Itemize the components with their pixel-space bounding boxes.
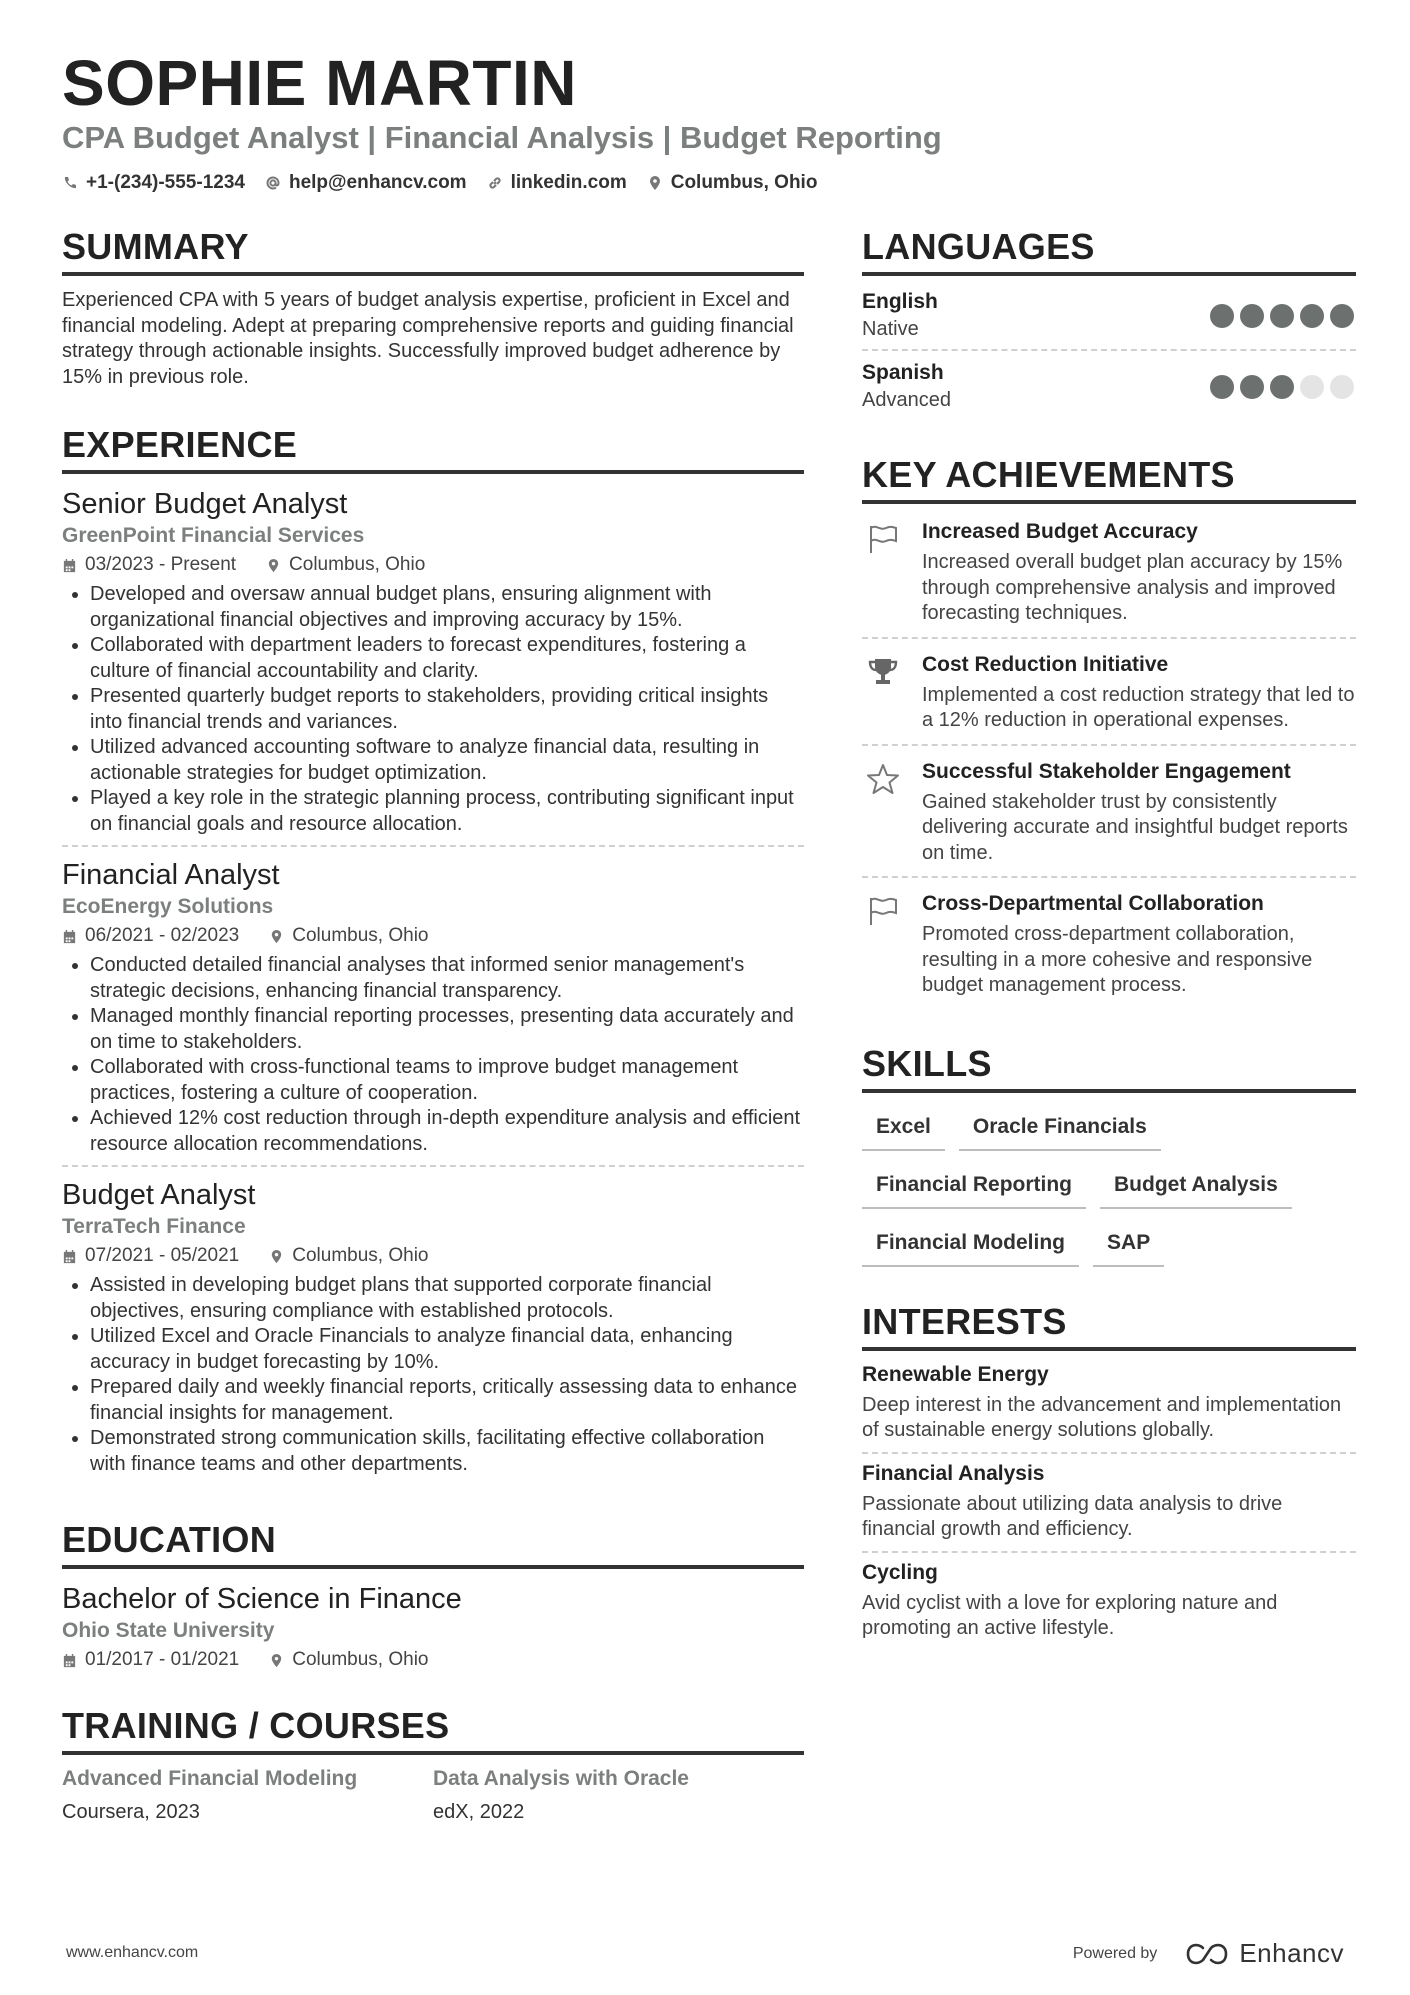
course-item xyxy=(433,1767,804,1824)
course-item xyxy=(62,1767,433,1824)
achievement-title: Successful Stakeholder Engagement xyxy=(922,759,1291,783)
job-bullet: Prepared daily and weekly financial reports, critically assessing data to enhance financial insights for management. xyxy=(62,1375,804,1426)
job-role: Budget Analyst xyxy=(62,1179,256,1211)
phone-icon xyxy=(62,175,78,191)
skill-tag: SAP xyxy=(1093,1225,1164,1267)
achievement-item xyxy=(862,516,1356,639)
language-item xyxy=(862,288,1356,351)
skills-list xyxy=(862,1105,1356,1267)
brand-logo[interactable] xyxy=(1183,1938,1344,1969)
contact-email-text: help@enhancv.com xyxy=(288,172,467,193)
language-rating xyxy=(1210,304,1354,328)
education-location-text: Columbus, Ohio xyxy=(292,1649,429,1670)
achievement-desc: Increased overall budget plan accuracy by 15% through comprehensive analysis and improved forecasting techniques. xyxy=(922,551,1343,624)
rating-dot-filled xyxy=(1210,304,1234,328)
language-level: Advanced xyxy=(862,389,951,411)
job-bullet: Played a key role in the strategic planning process, contributing significant input on financial goals and resource allocation. xyxy=(62,786,804,837)
job-location-text: Columbus, Ohio xyxy=(289,554,426,575)
education-heading: EDUCATION xyxy=(62,1519,804,1569)
job-meta xyxy=(62,1245,804,1267)
location-icon xyxy=(647,175,663,191)
job-entry xyxy=(62,857,804,1167)
location-icon xyxy=(269,929,284,944)
job-company: GreenPoint Financial Services xyxy=(62,524,365,547)
summary-text: Experienced CPA with 5 years of budget analysis expertise, proficient in Excel and financial modeling. Adept at preparing comprehensive reports and guiding financial strategy through actionable insights. Successfully improved budget adherence by 15% in previous role. xyxy=(62,289,794,388)
languages-section xyxy=(862,226,1356,420)
training-section xyxy=(62,1705,804,1824)
rating-dot-filled xyxy=(1210,375,1234,399)
education-dates-text: 01/2017 - 01/2021 xyxy=(85,1649,240,1670)
job-bullet: Demonstrated strong communication skills, facilitating effective collaboration with finance teams and other departments. xyxy=(62,1426,804,1477)
skills-heading: SKILLS xyxy=(862,1043,1356,1093)
language-name: Spanish xyxy=(862,361,944,384)
job-bullet: Assisted in developing budget plans that supported corporate financial objectives, ensuring compliance with established protocols. xyxy=(62,1273,804,1324)
job-bullet: Collaborated with cross-functional teams to improve budget management practices, fostering a culture of cooperation. xyxy=(62,1055,804,1106)
job-location xyxy=(269,925,428,947)
job-role: Senior Budget Analyst xyxy=(62,488,348,520)
star-icon xyxy=(866,762,900,796)
skill-tag: Oracle Financials xyxy=(959,1109,1161,1151)
achievement-item xyxy=(862,649,1356,746)
job-company: EcoEnergy Solutions xyxy=(62,895,274,918)
job-meta xyxy=(62,554,804,576)
contact-location xyxy=(647,172,818,194)
course-provider: edX, 2022 xyxy=(433,1801,525,1823)
achievements-section xyxy=(862,454,1356,1009)
job-location xyxy=(269,1245,428,1267)
contact-location-text: Columbus, Ohio xyxy=(670,172,818,193)
interest-item xyxy=(862,1561,1356,1650)
candidate-title: CPA Budget Analyst | Financial Analysis | Budget Reporting xyxy=(62,120,942,155)
course-provider: Coursera, 2023 xyxy=(62,1801,200,1823)
job-dates xyxy=(62,1245,239,1267)
interest-title: Financial Analysis xyxy=(862,1461,1045,1485)
calendar-icon xyxy=(62,1653,77,1668)
location-icon xyxy=(269,1249,284,1264)
trophy-icon xyxy=(866,655,900,689)
education-degree: Bachelor of Science in Finance xyxy=(62,1583,462,1615)
job-bullet: Achieved 12% cost reduction through in-depth expenditure analysis and efficient resource allocation recommendations. xyxy=(62,1106,804,1157)
calendar-icon xyxy=(62,558,77,573)
link-icon xyxy=(487,175,503,191)
contact-bar xyxy=(62,172,817,194)
achievement-title: Increased Budget Accuracy xyxy=(922,520,1198,543)
achievement-title: Cross-Departmental Collaboration xyxy=(922,892,1264,915)
achievement-desc: Gained stakeholder trust by consistently delivering accurate and insightful budget reports on time. xyxy=(922,790,1348,864)
rating-dot-filled xyxy=(1240,304,1264,328)
candidate-name: SOPHIE MARTIN xyxy=(62,47,577,119)
rating-dot-empty xyxy=(1300,375,1324,399)
brand-name: Enhancv xyxy=(1239,1938,1344,1968)
interest-desc: Avid cyclist with a love for exploring nature and promoting an active lifestyle. xyxy=(862,1591,1278,1639)
contact-phone-text: +1-(234)-555-1234 xyxy=(86,172,245,193)
language-name: English xyxy=(862,290,938,313)
job-bullets xyxy=(62,953,804,1157)
rating-dot-filled xyxy=(1270,375,1294,399)
job-dates xyxy=(62,554,236,576)
job-bullet: Utilized Excel and Oracle Financials to analyze financial data, enhancing accuracy in budget forecasting by 10%. xyxy=(62,1324,804,1375)
calendar-icon xyxy=(62,1249,77,1264)
education-section xyxy=(62,1519,804,1671)
job-dates xyxy=(62,925,239,947)
enhancv-logo-icon xyxy=(1183,1940,1231,1968)
skill-tag: Budget Analysis xyxy=(1100,1167,1292,1209)
interest-desc: Deep interest in the advancement and implementation of sustainable energy solutions globally. xyxy=(862,1393,1342,1441)
location-icon xyxy=(269,1653,284,1668)
flag-icon xyxy=(866,894,900,928)
job-bullet: Collaborated with department leaders to forecast expenditures, fostering a culture of financial accountability and clarity. xyxy=(62,633,804,684)
achievement-item xyxy=(862,756,1356,879)
languages-heading: LANGUAGES xyxy=(862,226,1356,276)
skills-section xyxy=(862,1043,1356,1267)
summary-section xyxy=(62,226,804,390)
contact-linkedin-text: linkedin.com xyxy=(510,172,627,193)
rating-dot-filled xyxy=(1330,304,1354,328)
job-bullet: Developed and oversaw annual budget plans, ensuring alignment with organizational financial objectives and improving accuracy by 15%. xyxy=(62,582,804,633)
interest-title: Renewable Energy xyxy=(862,1362,1049,1386)
education-meta xyxy=(62,1649,804,1671)
job-bullet: Conducted detailed financial analyses that informed senior management's strategic decisions, enhancing financial transparency. xyxy=(62,953,804,1004)
experience-heading: EXPERIENCE xyxy=(62,424,804,474)
rating-dot-filled xyxy=(1240,375,1264,399)
interest-item xyxy=(862,1462,1356,1553)
job-dates-text: 03/2023 - Present xyxy=(85,554,237,575)
footer-website[interactable]: www.enhancv.com xyxy=(66,1944,199,1961)
job-meta xyxy=(62,925,804,947)
job-bullet: Presented quarterly budget reports to stakeholders, providing critical insights into financial trends and variances. xyxy=(62,684,804,735)
job-role: Financial Analyst xyxy=(62,859,280,891)
experience-section xyxy=(62,424,804,1485)
job-dates-text: 07/2021 - 05/2021 xyxy=(85,1245,240,1266)
contact-email[interactable] xyxy=(265,172,467,194)
powered-by-text: Powered by xyxy=(1072,1944,1158,1962)
interests-heading: INTERESTS xyxy=(862,1301,1356,1351)
footer-branding xyxy=(1073,1938,1344,1969)
rating-dot-filled xyxy=(1270,304,1294,328)
education-school: Ohio State University xyxy=(62,1619,275,1642)
skill-tag: Excel xyxy=(862,1109,945,1151)
interest-item xyxy=(862,1363,1356,1454)
job-bullet: Managed monthly financial reporting processes, presenting data accurately and on time to stakeholders. xyxy=(62,1004,804,1055)
location-icon xyxy=(266,558,281,573)
job-location-text: Columbus, Ohio xyxy=(292,1245,429,1266)
language-level: Native xyxy=(862,318,919,340)
contact-phone[interactable] xyxy=(62,172,245,194)
left-column xyxy=(62,226,804,1858)
flag-icon xyxy=(866,522,900,556)
job-company: TerraTech Finance xyxy=(62,1215,246,1238)
language-rating xyxy=(1210,375,1354,399)
course-title: Data Analysis with Oracle xyxy=(433,1767,689,1790)
achievements-heading: KEY ACHIEVEMENTS xyxy=(862,454,1356,504)
rating-dot-empty xyxy=(1330,375,1354,399)
job-location xyxy=(266,554,425,576)
calendar-icon xyxy=(62,929,77,944)
achievement-desc: Promoted cross-department collaboration, resulting in a more cohesive and responsive budget management process. xyxy=(922,923,1313,996)
achievement-title: Cost Reduction Initiative xyxy=(922,652,1169,676)
right-column xyxy=(862,226,1356,1684)
job-entry xyxy=(62,486,804,847)
education-dates xyxy=(62,1649,239,1671)
skill-tag: Financial Modeling xyxy=(862,1225,1079,1267)
job-dates-text: 06/2021 - 02/2023 xyxy=(85,925,240,946)
course-list xyxy=(62,1767,804,1824)
at-icon xyxy=(265,175,281,191)
contact-linkedin[interactable] xyxy=(487,172,627,194)
achievement-desc: Implemented a cost reduction strategy that led to a 12% reduction in operational expenses. xyxy=(922,683,1355,731)
job-bullets xyxy=(62,1273,804,1477)
language-item xyxy=(862,359,1356,420)
job-entry xyxy=(62,1177,804,1485)
education-location xyxy=(269,1649,428,1671)
rating-dot-filled xyxy=(1300,304,1324,328)
interest-desc: Passionate about utilizing data analysis to drive financial growth and efficiency. xyxy=(862,1492,1283,1540)
interest-title: Cycling xyxy=(862,1560,938,1584)
summary-heading: SUMMARY xyxy=(62,226,804,276)
job-bullet: Utilized advanced accounting software to analyze financial data, resulting in actionable strategies for budget optimization. xyxy=(62,735,804,786)
achievement-item xyxy=(862,888,1356,1009)
job-bullets xyxy=(62,582,804,837)
interests-section xyxy=(862,1301,1356,1650)
training-heading: TRAINING / COURSES xyxy=(62,1705,804,1755)
course-title: Advanced Financial Modeling xyxy=(62,1767,358,1790)
job-location-text: Columbus, Ohio xyxy=(292,925,429,946)
skill-tag: Financial Reporting xyxy=(862,1167,1086,1209)
